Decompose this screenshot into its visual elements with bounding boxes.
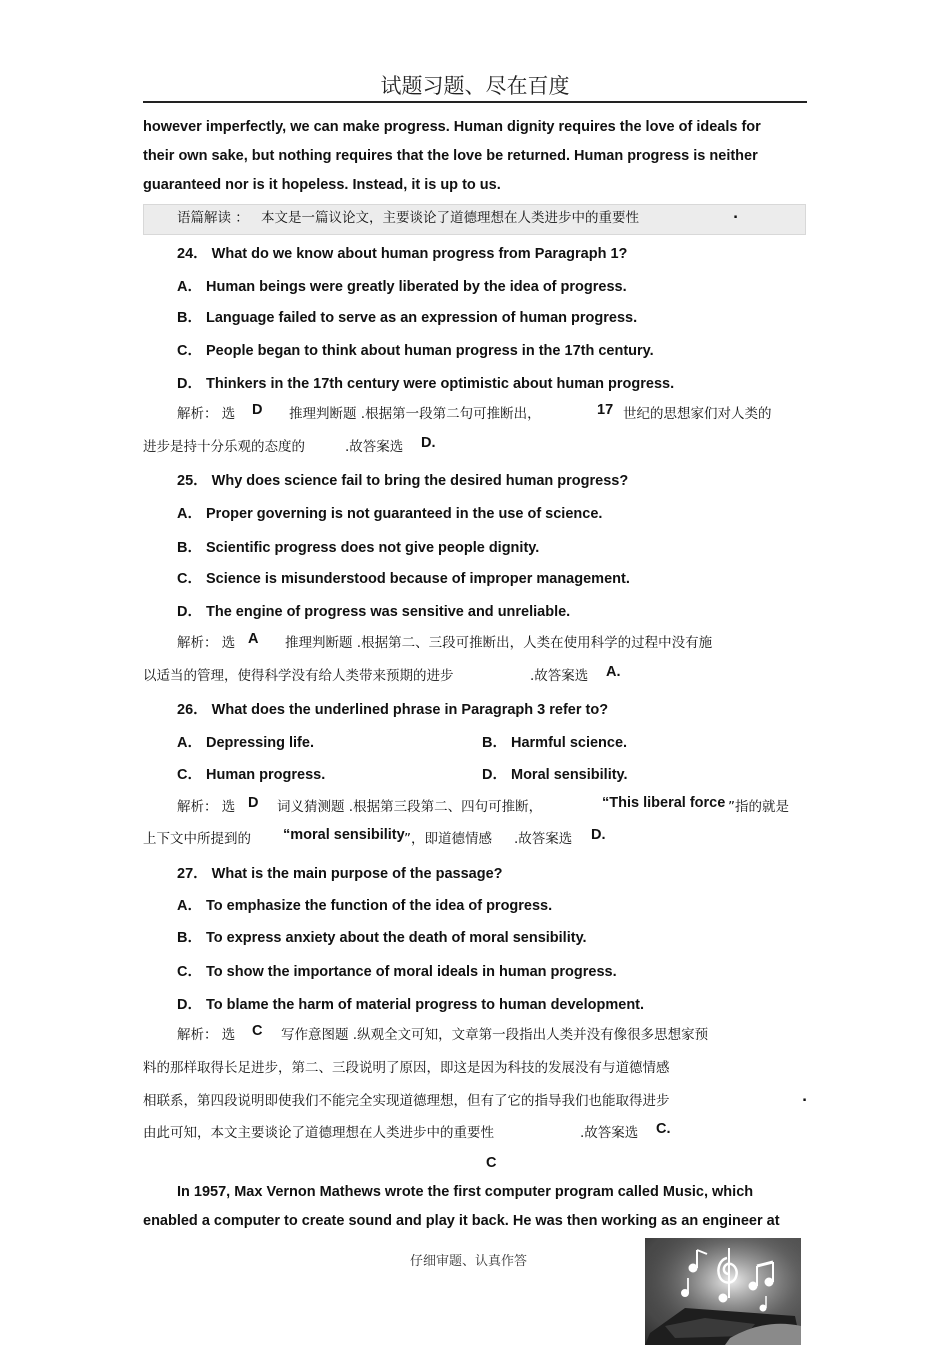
q25-option-b: B． Scientific progress does not give people dignity.	[177, 540, 540, 556]
q26-option-b: B． Harmful science.	[482, 735, 628, 751]
q24-analysis-line1: 推理判断题 .根据第一段第二句可推断出，	[289, 406, 541, 422]
summary-end: .	[733, 206, 739, 222]
q25-option-d: D． The engine of progress was sensitive and unreliable.	[177, 604, 571, 620]
q25-analysis-line1: 推理判断题 .根据第二、三段可推断出，人类在使用科学的过程中没有施	[285, 635, 713, 651]
q25-analysis-line2b: .故答案选	[530, 668, 589, 684]
summary-text: 本文是一篇议论文，主要谈论了道德理想在人类进步中的重要性	[261, 210, 639, 226]
q26-analysis-quote2: “moral sensibility	[283, 827, 405, 843]
q25-analysis-line2: 以适当的管理，使得科学没有给人类带来预期的进步	[143, 668, 454, 684]
q25-analysis-final: A.	[606, 664, 621, 680]
q26-analysis-answer: D	[248, 795, 259, 811]
q27-analysis-final: C.	[656, 1121, 671, 1137]
footer-text: 仔细审题、认真作答	[410, 1254, 528, 1269]
q24-analysis-final: D.	[421, 435, 436, 451]
q26-analysis-line2c: .故答案选	[514, 831, 573, 847]
music-notes-image	[645, 1238, 801, 1345]
q27-analysis-answer: C	[252, 1023, 263, 1039]
q27-option-d: D． To blame the harm of material progress to human development.	[177, 997, 645, 1013]
q25-option-c: C． Science is misunderstood because of improper management.	[177, 571, 630, 587]
q24-option-b: B． Language failed to serve as an expression of human progress.	[177, 310, 638, 326]
q26-option-c: C． Human progress.	[177, 767, 326, 783]
q26-analysis-label: 解析： 选	[177, 799, 236, 815]
music-notes-icon	[645, 1238, 801, 1345]
passage-line-1: however imperfectly, we can make progress. Human dignity requires the love of ideals for	[143, 119, 761, 135]
q25-analysis-answer: A	[248, 631, 259, 647]
q27-option-c: C． To show the importance of moral ideals in human progress.	[177, 964, 617, 980]
header-rule	[143, 101, 807, 103]
q24-analysis-label: 解析： 选	[177, 406, 236, 422]
q26-analysis-final: D.	[591, 827, 606, 843]
q24-analysis-num: 17	[597, 402, 614, 418]
q24-analysis-line2: 进步是持十分乐观的态度的	[143, 439, 305, 455]
q24-option-c: C． People began to think about human progress in the 17th century.	[177, 343, 654, 359]
q27-option-b: B． To express anxiety about the death of moral sensibility.	[177, 930, 587, 946]
q27-analysis-line3-end: .	[802, 1089, 808, 1105]
summary-label: 语篇解读 ：	[177, 210, 249, 226]
q24-option-a: A． Human beings were greatly liberated by the idea of progress.	[177, 279, 627, 295]
q26-option-a: A． Depressing life.	[177, 735, 314, 751]
q26-analysis-line1b: ”指的就是	[728, 799, 789, 815]
q26-analysis-line2: 上下文中所提到的	[143, 831, 251, 847]
q27-analysis-line2: 料的那样取得长足进步，第二、三段说明了原因，即这是因为科技的发展没有与道德情感	[143, 1060, 670, 1076]
q26-option-d: D． Moral sensibility.	[482, 767, 628, 783]
q27-analysis-line1: 写作意图题 .纵观全文可知，文章第一段指出人类并没有像很多思想家预	[281, 1027, 709, 1043]
passage-line-2: their own sake, but nothing requires that the love be returned. Human progress is neither	[143, 148, 758, 164]
question-25: 25． Why does science fail to bring the desired human progress?	[177, 473, 629, 489]
q25-analysis-label: 解析： 选	[177, 635, 236, 651]
section-c-heading: C	[486, 1155, 497, 1171]
section-c-line-2: enabled a computer to create sound and play it back. He was then working as an engineer at	[143, 1213, 780, 1229]
q27-analysis-line4b: .故答案选	[580, 1125, 639, 1141]
question-26: 26． What does the underlined phrase in Paragraph 3 refer to?	[177, 702, 609, 718]
question-27: 27． What is the main purpose of the passage?	[177, 866, 503, 882]
q25-option-a: A． Proper governing is not guaranteed in the use of science.	[177, 506, 603, 522]
q27-analysis-label: 解析： 选	[177, 1027, 236, 1043]
q26-analysis-line2b: ”，即道德情感	[404, 831, 492, 847]
q24-analysis-line2b: .故答案选	[345, 439, 404, 455]
q24-analysis-line1b: 世纪的思想家们对人类的	[623, 406, 772, 422]
q26-analysis-line1: 词义猜测题 .根据第三段第二、四句可推断，	[277, 799, 543, 815]
q27-analysis-line4: 由此可知，本文主要谈论了道德理想在人类进步中的重要性	[143, 1125, 494, 1141]
page-header-title: 试题习题、尽在百度	[380, 74, 570, 98]
section-c-line-1: In 1957, Max Vernon Mathews wrote the first computer program called Music, which	[177, 1184, 754, 1200]
q24-analysis-answer: D	[252, 402, 263, 418]
q27-option-a: A． To emphasize the function of the idea of progress.	[177, 898, 553, 914]
passage-line-3: guaranteed nor is it hopeless. Instead, it is up to us.	[143, 177, 501, 193]
q26-analysis-quote: “This liberal force	[602, 795, 726, 811]
q24-option-d: D． Thinkers in the 17th century were optimistic about human progress.	[177, 376, 675, 392]
question-24: 24． What do we know about human progress from Paragraph 1?	[177, 246, 628, 262]
q27-analysis-line3: 相联系，第四段说明即使我们不能完全实现道德理想，但有了它的指导我们也能取得进步	[143, 1093, 670, 1109]
